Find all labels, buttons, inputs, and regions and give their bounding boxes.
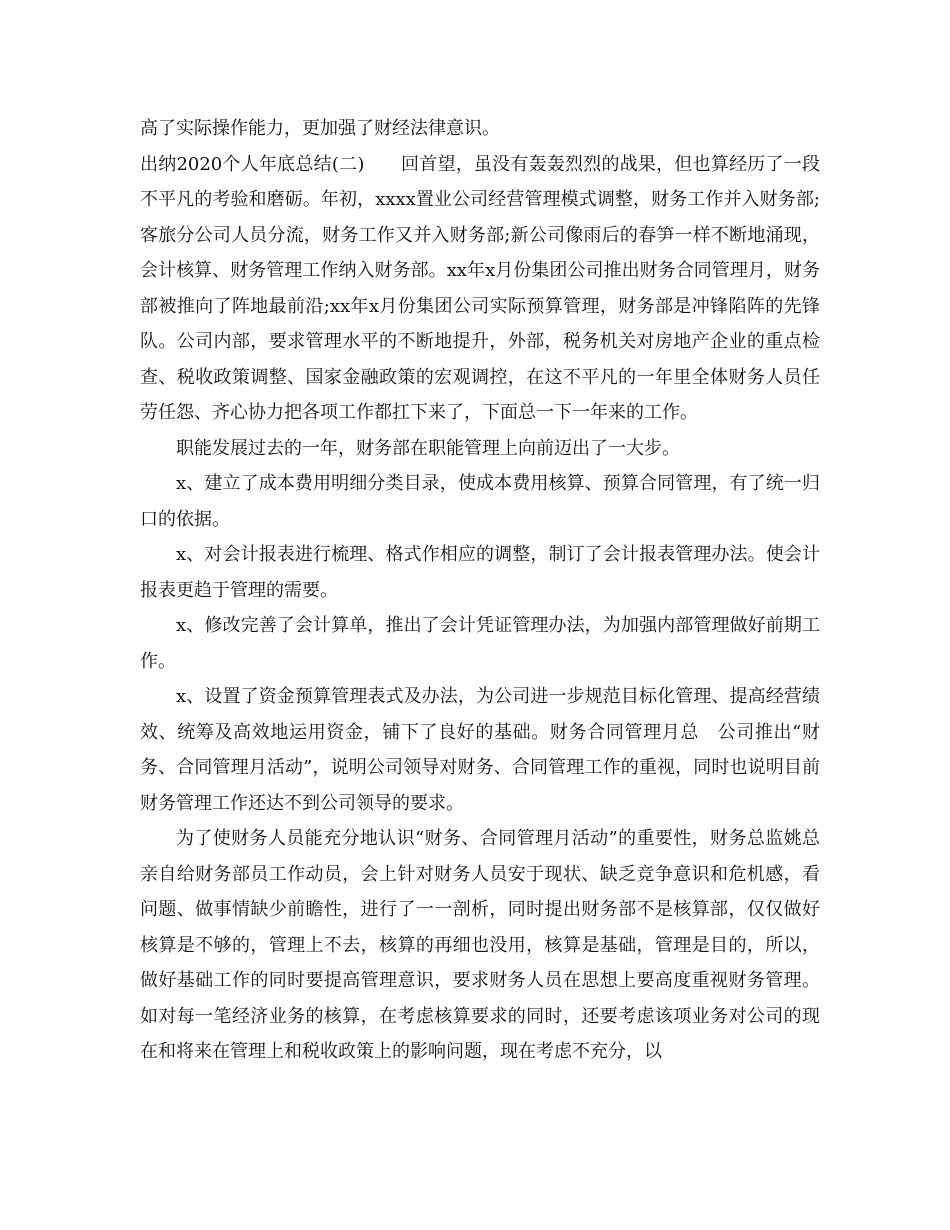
paragraph-1: 高了实际操作能力，更加强了财经法律意识。 <box>140 118 500 139</box>
document-body <box>140 111 820 1070</box>
paragraph-6: x、修改完善了会计算单，推出了会计凭证管理办法，为加强内部管理做好前期工作。 <box>140 615 820 672</box>
paragraph-7: x、设置了资金预算管理表式及办法，为公司进一步规范目标化管理、提高经营绩效、统筹及高效地运用资金，铺下了良好的基础。财务合同管理月总 公司推出“财务、合同管理月活动”，说明公司领导对财务、合同管理工作的重视，同时也说明目前财务管理工作还达不到公司领导的要求。 <box>140 686 820 814</box>
paragraph-4: x、建立了成本费用明细分类目录，使成本费用核算、预算合同管理，有了统一归口的依据。 <box>140 473 820 530</box>
paragraph-8: 为了使财务人员能充分地认识“财务、合同管理月活动”的重要性，财务总监姚总亲自给财务部员工作动员，会上针对财务人员安于现状、缺乏竞争意识和危机感，看问题、做事情缺少前瞻性，进行了一一剖析，同时提出财务部不是核算部，仅仅做好核算是不够的，管理上不去，核算的再细也没用，核算是基础，管理是目的，所以，做好基础工作的同时要提高管理意识，要求财务人员在思想上要高度重视财务管理。如对每一笔经济业务的核算，在考虑核算要求的同时，还要考虑该项业务对公司的现在和将来在管理上和税收政策上的影响问题，现在考虑不充分，以 <box>140 828 820 1062</box>
paragraph-5: x、对会计报表进行梳理、格式作相应的调整，制订了会计报表管理办法。使会计报表更趋于管理的需要。 <box>140 544 820 601</box>
paragraph-2: 出纳2020个人年底总结(二) 回首望，虽没有轰轰烈烈的战果，但也算经历了一段不平凡的考验和磨砺。年初，xxxx置业公司经营管理模式调整，财务工作并入财务部;客旅分公司人员分流，财务工作又并入财务部;新公司像雨后的春笋一样不断地涌现，会计核算、财务管理工作纳入财务部。xx年x月份集团公司推出财务合同管理月，财务部被推向了阵地最前沿;xx年x月份集团公司实际预算管理，财务部是冲锋陷阵的先锋队。公司内部，要求管理水平的不断地提升，外部，税务机关对房地产企业的重点检查、税收政策调整、国家金融政策的宏观调控，在这不平凡的一年里全体财务人员任劳任怨、齐心协力把各项工作都扛下来了，下面总一下一年来的工作。 <box>140 153 820 423</box>
paragraph-3: 职能发展过去的一年，财务部在职能管理上向前迈出了一大步。 <box>176 437 680 459</box>
